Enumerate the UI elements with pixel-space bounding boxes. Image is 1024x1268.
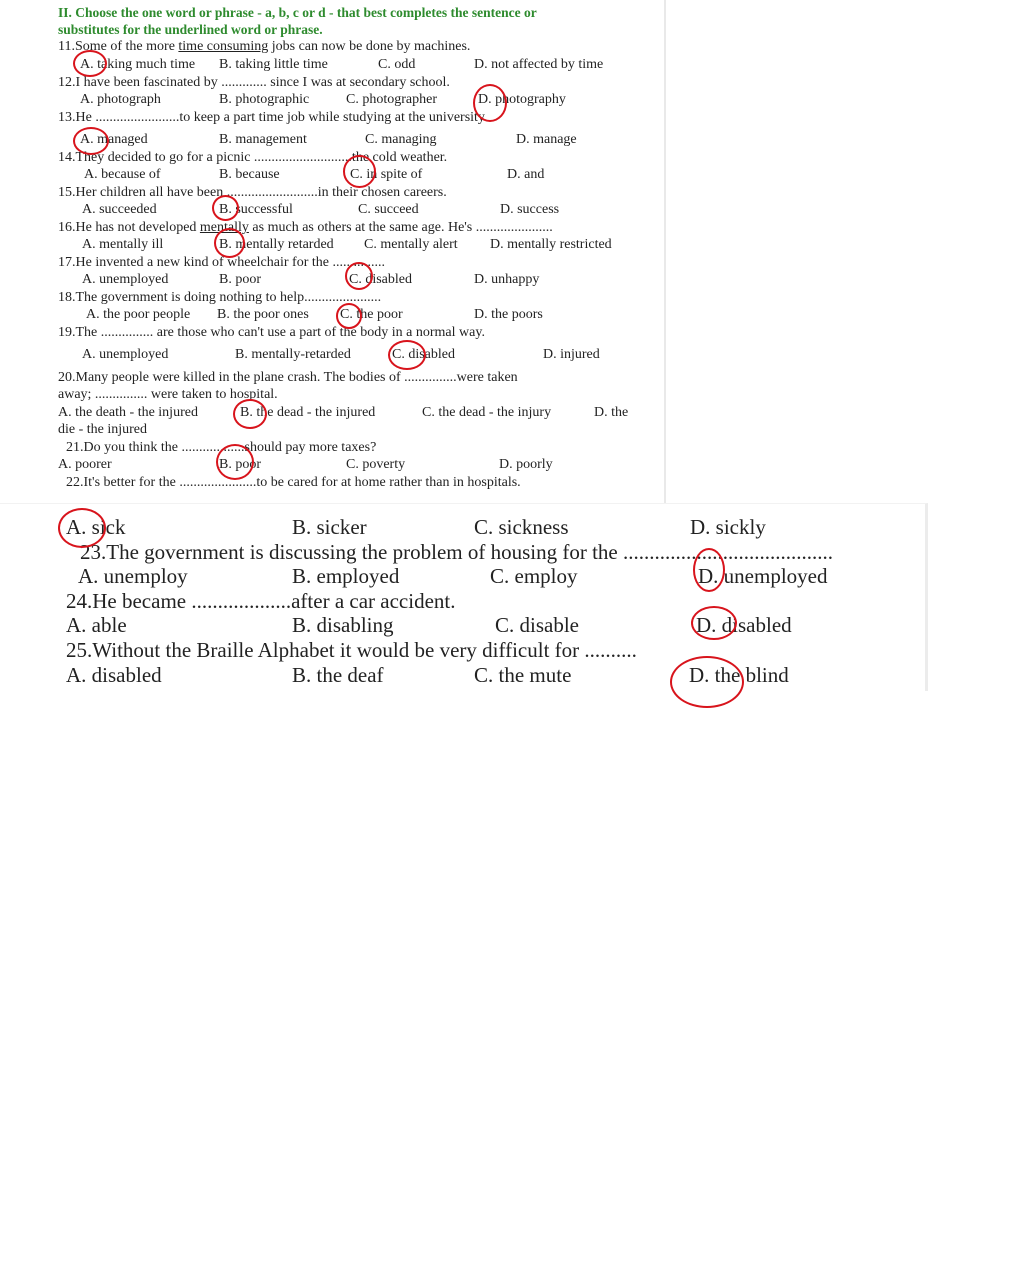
q14-option-c[interactable]: C. in spite of [350,167,423,182]
q23-option-a[interactable]: A. unemploy [78,564,188,588]
q19-option-a[interactable]: A. unemployed [82,347,169,362]
answer-circle-q13 [73,127,109,155]
q12-option-c[interactable]: C. photographer [346,92,437,107]
q19-option-c[interactable]: C. disabled [392,347,455,362]
q15-option-a[interactable]: A. succeeded [82,202,157,217]
underlined-phrase: time consuming [178,39,269,54]
q24-option-c[interactable]: C. disable [495,613,579,637]
q12-option-b[interactable]: B. photographic [219,92,310,107]
question-22: 22.It's better for the ......................to be cared for at home rather than in hospitals. [66,475,521,490]
q25-option-a[interactable]: A. disabled [66,663,162,687]
q23-option-d[interactable]: D. unemployed [698,564,828,588]
q13-option-c[interactable]: C. managing [365,132,437,147]
q11-option-c[interactable]: C. odd [378,57,416,72]
question-18: 18.The government is doing nothing to help...................... [58,290,382,305]
q20-option-d[interactable]: D. the [594,405,629,420]
answer-circle-q12 [473,84,507,122]
question-13: 13.He ........................to keep a part time job while studying at the university. [58,110,488,125]
answer-circle-q14 [343,155,376,188]
question-17: 17.He invented a new kind of wheelchair for the ............... [58,255,385,270]
question-20-line1: 20.Many people were killed in the plane crash. The bodies of ...............were taken [58,370,518,385]
q20-option-c[interactable]: C. the dead - the injury [422,405,552,420]
answer-circle-q11 [73,50,107,77]
q17-option-c[interactable]: C. disabled [349,272,412,287]
question-23: 23.The government is discussing the problem of housing for the ........................................ [80,540,833,564]
q11-option-b[interactable]: B. taking little time [219,57,328,72]
q21-option-d[interactable]: D. poorly [499,457,553,472]
q22-option-b[interactable]: B. sicker [292,515,367,539]
question-24: 24.He became ...................after a car accident. [66,589,456,613]
q17-option-d[interactable]: D. unhappy [474,272,540,287]
answer-circle-q15 [212,195,239,221]
q11-option-d[interactable]: D. not affected by time [474,57,604,72]
question-20-line2: away; ............... were taken to hospital. [58,387,278,402]
answer-circle-q25 [670,656,744,708]
q14-option-a[interactable]: A. because of [84,167,161,182]
q23-option-b[interactable]: B. employed [292,564,400,588]
worksheet-top-panel [0,0,666,503]
q20-option-d-continued: die - the injured [58,422,148,437]
section-title-line2: substitutes for the underlined word or phrase. [58,22,323,37]
q16-option-c[interactable]: C. mentally alert [364,237,458,252]
answer-circle-q21 [216,444,254,480]
q18-option-b[interactable]: B. the poor ones [217,307,309,322]
answer-circle-q19 [388,340,426,370]
question-15: 15.Her children all have been ..........................in their chosen careers. [58,185,447,200]
q17-option-a[interactable]: A. unemployed [82,272,169,287]
q25-option-d[interactable]: D. the blind [689,663,789,687]
question-14: 14.They decided to go for a picnic ............................the cold weather. [58,150,448,165]
answer-circle-q24 [691,606,737,640]
q18-option-a[interactable]: A. the poor people [86,307,191,322]
q24-option-a[interactable]: A. able [66,613,127,637]
q15-option-c[interactable]: C. succeed [358,202,419,217]
q22-option-c[interactable]: C. sickness [474,515,569,539]
q22-option-a[interactable]: A. sick [66,515,126,539]
q18-option-c[interactable]: C. the poor [340,307,403,322]
question-12: 12.I have been fascinated by ............. since I was at secondary school. [58,75,450,90]
q21-option-c[interactable]: C. poverty [346,457,406,472]
q22-option-d[interactable]: D. sickly [690,515,766,539]
q13-option-b[interactable]: B. management [219,132,307,147]
q17-option-b[interactable]: B. poor [219,272,261,287]
q16-option-b[interactable]: B. mentally retarded [219,237,334,252]
q24-option-d[interactable]: D. disabled [696,613,792,637]
answer-circle-q17 [345,262,373,290]
q15-option-b[interactable]: B. successful [219,202,293,217]
q12-option-a[interactable]: A. photograph [80,92,161,107]
q24-option-b[interactable]: B. disabling [292,613,394,637]
question-11: 11.Some of the more time consuming jobs can now be done by machines. [58,39,471,54]
question-19: 19.The ............... are those who can't use a part of the body in a normal way. [58,325,485,340]
q12-option-d[interactable]: D. photography [478,92,566,107]
answer-circle-q16 [214,228,245,258]
answer-circle-q18 [336,303,362,329]
q25-option-c[interactable]: C. the mute [474,663,572,687]
answer-circle-q23 [693,548,725,592]
q19-option-b[interactable]: B. mentally-retarded [235,347,351,362]
q16-option-d[interactable]: D. mentally restricted [490,237,612,252]
q21-option-a[interactable]: A. poorer [58,457,112,472]
underlined-word: mentally [199,220,249,235]
q25-option-b[interactable]: B. the deaf [292,663,384,687]
q11-option-a[interactable]: A. taking much time [80,57,196,72]
q20-option-b[interactable]: B. the dead - the injured [240,405,376,420]
worksheet-bottom-panel [0,503,928,691]
q16-option-a[interactable]: A. mentally ill [82,237,164,252]
q19-option-d[interactable]: D. injured [543,347,600,362]
q23-option-c[interactable]: C. employ [490,564,578,588]
q14-option-b[interactable]: B. because [219,167,280,182]
q20-option-a[interactable]: A. the death - the injured [58,405,198,420]
section-title-line1: II. Choose the one word or phrase - a, b, c or d - that best completes the sentence or [58,5,537,20]
q13-option-a[interactable]: A. managed [80,132,148,147]
answer-circle-q20 [233,399,267,429]
q18-option-d[interactable]: D. the poors [474,307,543,322]
q15-option-d[interactable]: D. success [500,202,560,217]
question-21: 21.Do you think the ..................should pay more taxes? [66,440,377,455]
q14-option-d[interactable]: D. and [507,167,545,182]
answer-circle-q22 [58,508,106,548]
q21-option-b[interactable]: B. poor [219,457,261,472]
question-16: 16.He has not developed mentally as much as others at the same age. He's ...................... [58,220,553,235]
q13-option-d[interactable]: D. manage [516,132,577,147]
question-25: 25.Without the Braille Alphabet it would be very difficult for .......... [66,638,637,662]
